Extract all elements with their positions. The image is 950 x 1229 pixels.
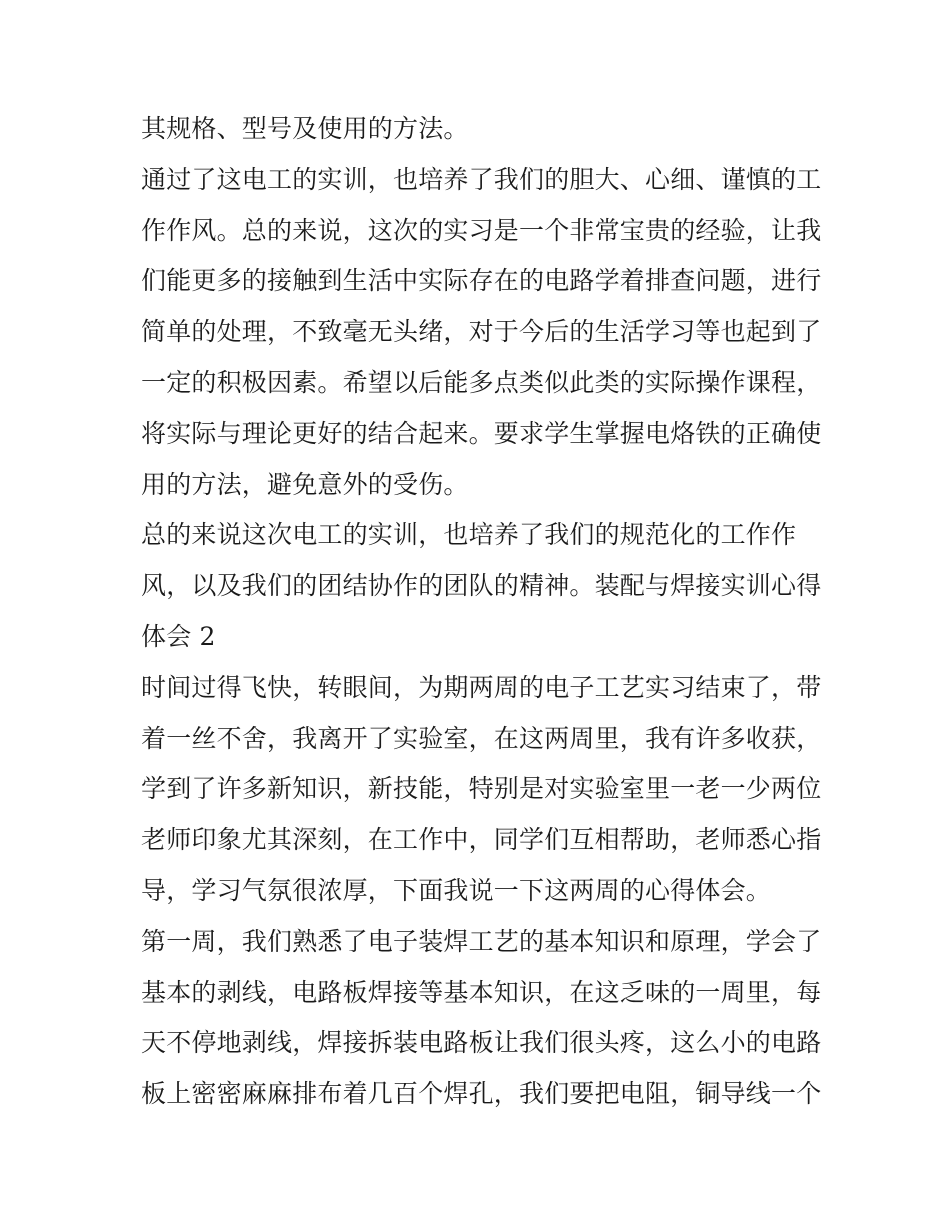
text-line: 板上密密麻麻排布着几百个焊孔，我们要把电阻，铜导线一个 [141,1079,822,1109]
text-line: 们能更多的接触到生活中实际存在的电路学着排查问题，进行 [141,266,822,296]
text-line: 简单的处理，不致毫无头绪，对于今后的生活学习等也起到了 [141,317,822,347]
text-line: 导，学习气氛很浓厚，下面我说一下这两周的心得体会。 [141,875,772,905]
text-line: 时间过得飞快，转眼间，为期两周的电子工艺实习结束了，带 [141,672,822,702]
text-line: 风，以及我们的团结协作的团队的精神。装配与焊接实训心得 [141,571,822,601]
text-line: 基本的剥线，电路板焊接等基本知识，在这乏味的一周里，每 [141,977,822,1007]
text-line: 总的来说这次电工的实训，也培养了我们的规范化的工作作 [141,520,797,550]
text-line: 第一周，我们熟悉了电子装焊工艺的基本知识和原理，学会了 [141,926,822,956]
text-line: 作作风。总的来说，这次的实习是一个非常宝贵的经验，让我 [141,215,822,245]
text-line: 将实际与理论更好的结合起来。要求学生掌握电烙铁的正确使 [141,418,822,448]
text-line: 天不停地剥线，焊接拆装电路板让我们很头疼，这么小的电路 [141,1028,822,1058]
text-line: 一定的积极因素。希望以后能多点类似此类的实际操作课程， [141,367,822,397]
text-line: 其规格、型号及使用的方法。 [141,114,469,143]
text-line: 老师印象尤其深刻，在工作中，同学们互相帮助，老师悉心指 [141,825,822,855]
section-heading-line: 体会 2 [141,621,216,651]
text-line: 通过了这电工的实训，也培养了我们的胆大、心细、谨慎的工 [141,164,822,194]
text-line: 着一丝不舍，我离开了实验室，在这两周里，我有许多收获， [141,723,822,753]
text-line: 用的方法，避免意外的受伤。 [141,469,469,499]
text-line: 学到了许多新知识，新技能，特别是对实验室里一老一少两位 [141,774,822,804]
document-body [141,104,822,1120]
